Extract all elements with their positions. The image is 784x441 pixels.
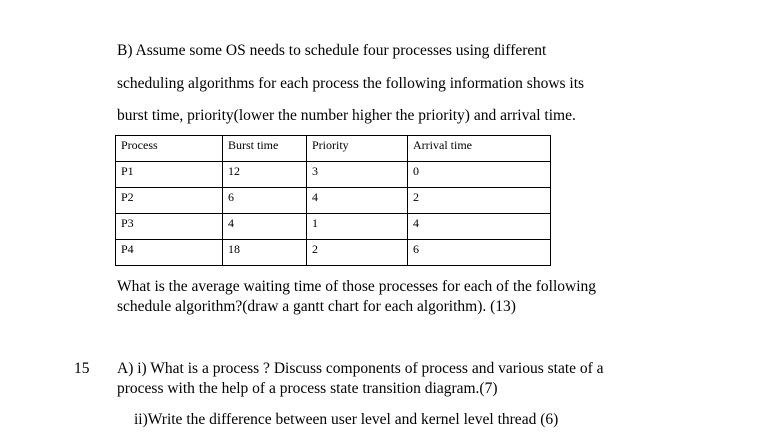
cell-process: P3 <box>116 214 223 240</box>
cell-process: P2 <box>116 188 223 214</box>
cell-burst-time: 18 <box>223 240 307 266</box>
cell-arrival-time: 6 <box>408 240 551 266</box>
question-15a-line-1: A) i) What is a process ? Discuss components of process and various state of a <box>117 360 604 377</box>
cell-process: P1 <box>116 162 223 188</box>
cell-arrival-time: 2 <box>408 188 551 214</box>
header-process: Process <box>116 136 223 162</box>
question-15a-line-2: process with the help of a process state transition diagram.(7) <box>117 380 498 397</box>
header-burst-time: Burst time <box>223 136 307 162</box>
cell-priority: 1 <box>307 214 408 240</box>
cell-priority: 3 <box>307 162 408 188</box>
table-row <box>116 240 551 266</box>
table-row <box>116 188 551 214</box>
question-number: 15 <box>74 360 90 377</box>
table-row <box>116 214 551 240</box>
cell-burst-time: 12 <box>223 162 307 188</box>
question-b-intro-line-1: B) Assume some OS needs to schedule four processes using different <box>117 42 547 59</box>
cell-arrival-time: 0 <box>408 162 551 188</box>
question-b-line-1: What is the average waiting time of those processes for each of the following <box>117 278 597 295</box>
cell-priority: 2 <box>307 240 408 266</box>
question-b-intro-line-2: scheduling algorithms for each process the following information shows its <box>117 75 585 92</box>
process-table <box>115 135 551 266</box>
cell-burst-time: 6 <box>223 188 307 214</box>
cell-burst-time: 4 <box>223 214 307 240</box>
cell-priority: 4 <box>307 188 408 214</box>
cell-process: P4 <box>116 240 223 266</box>
table-header-row <box>116 136 551 162</box>
question-b-intro-line-3: burst time, priority(lower the number higher the priority) and arrival time. <box>117 107 576 124</box>
question-15a-part-ii: ii)Write the difference between user level and kernel level thread (6) <box>134 411 559 428</box>
header-arrival-time: Arrival time <box>408 136 551 162</box>
cell-arrival-time: 4 <box>408 214 551 240</box>
header-priority: Priority <box>307 136 408 162</box>
table-row <box>116 162 551 188</box>
question-b-line-2: schedule algorithm?(draw a gantt chart for each algorithm). (13) <box>117 298 516 315</box>
